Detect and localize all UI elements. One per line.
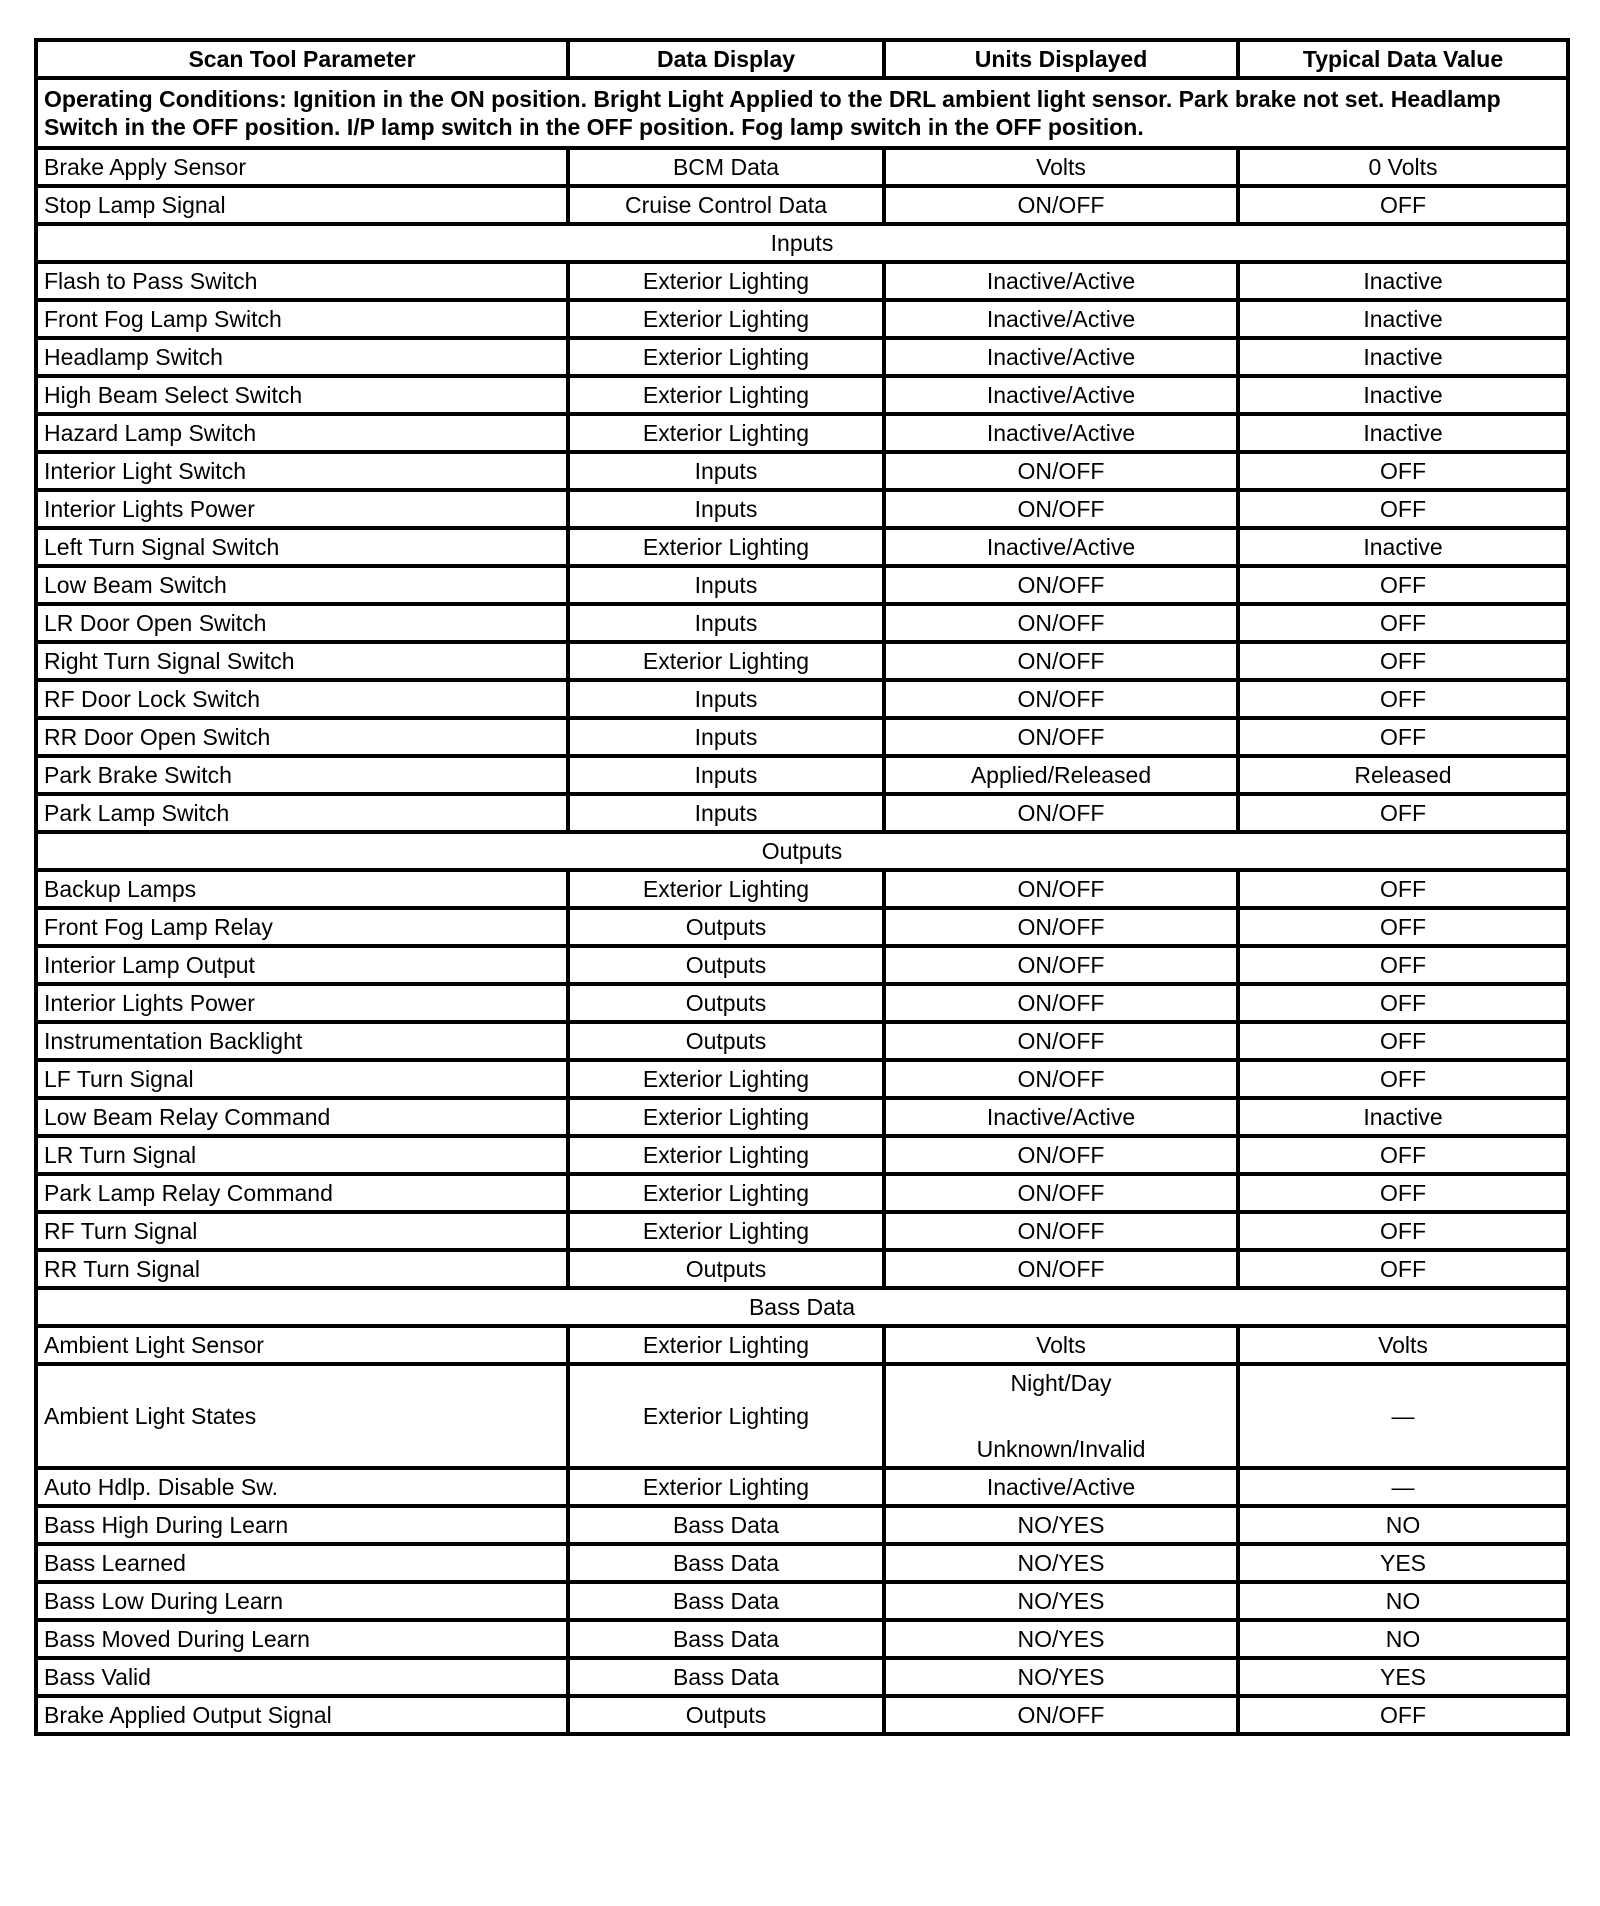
cell-data-display: Inputs	[568, 566, 884, 604]
cell-data-display: Inputs	[568, 604, 884, 642]
cell-parameter: RF Turn Signal	[36, 1212, 568, 1250]
header-row	[36, 40, 1568, 78]
cell-typical-value: —	[1238, 1468, 1568, 1506]
section-title: Outputs	[36, 832, 1568, 870]
cell-data-display: Outputs	[568, 908, 884, 946]
cell-parameter: Front Fog Lamp Relay	[36, 908, 568, 946]
cell-parameter: Ambient Light States	[36, 1364, 568, 1468]
table-row	[36, 262, 1568, 300]
table-row	[36, 1582, 1568, 1620]
cell-parameter: Park Lamp Relay Command	[36, 1174, 568, 1212]
cell-units: ON/OFF	[884, 908, 1238, 946]
cell-line: Unknown/Invalid	[976, 1436, 1146, 1462]
cell-units: ON/OFF	[884, 1174, 1238, 1212]
table-row	[36, 794, 1568, 832]
table-row	[36, 1544, 1568, 1582]
cell-typical-value: OFF	[1238, 642, 1568, 680]
cell-typical-value: OFF	[1238, 452, 1568, 490]
table-row	[36, 1098, 1568, 1136]
cell-parameter: Backup Lamps	[36, 870, 568, 908]
cell-typical-value: OFF	[1238, 984, 1568, 1022]
cell-data-display: Cruise Control Data	[568, 186, 884, 224]
cell-parameter: Brake Applied Output Signal	[36, 1696, 568, 1734]
cell-typical-value: Released	[1238, 756, 1568, 794]
cell-units: ON/OFF	[884, 946, 1238, 984]
cell-data-display: Exterior Lighting	[568, 1326, 884, 1364]
cell-typical-value: NO	[1238, 1620, 1568, 1658]
cell-parameter: Interior Lights Power	[36, 490, 568, 528]
table-row	[36, 1212, 1568, 1250]
cell-typical-value: Inactive	[1238, 262, 1568, 300]
table-row	[36, 1468, 1568, 1506]
cell-data-display: Bass Data	[568, 1658, 884, 1696]
cell-parameter: LF Turn Signal	[36, 1060, 568, 1098]
cell-parameter: Auto Hdlp. Disable Sw.	[36, 1468, 568, 1506]
cell-data-display: Exterior Lighting	[568, 262, 884, 300]
cell-units: ON/OFF	[884, 1250, 1238, 1288]
cell-data-display: Exterior Lighting	[568, 1060, 884, 1098]
cell-parameter: Bass Learned	[36, 1544, 568, 1582]
table-row	[36, 186, 1568, 224]
cell-units: Volts	[884, 148, 1238, 186]
cell-parameter: Stop Lamp Signal	[36, 186, 568, 224]
table-row	[36, 604, 1568, 642]
cell-parameter: RR Turn Signal	[36, 1250, 568, 1288]
table-row	[36, 528, 1568, 566]
cell-data-display: Exterior Lighting	[568, 1098, 884, 1136]
cell-data-display: Exterior Lighting	[568, 338, 884, 376]
table-row	[36, 566, 1568, 604]
cell-data-display: Bass Data	[568, 1582, 884, 1620]
section-title: Inputs	[36, 224, 1568, 262]
cell-typical-value: NO	[1238, 1506, 1568, 1544]
table-row	[36, 1326, 1568, 1364]
cell-typical-value: NO	[1238, 1582, 1568, 1620]
cell-parameter: Instrumentation Backlight	[36, 1022, 568, 1060]
cell-parameter: RF Door Lock Switch	[36, 680, 568, 718]
cell-units: Inactive/Active	[884, 1468, 1238, 1506]
cell-parameter: Interior Lights Power	[36, 984, 568, 1022]
section-title: Bass Data	[36, 1288, 1568, 1326]
cell-typical-value: Volts	[1238, 1326, 1568, 1364]
section-row	[36, 224, 1568, 262]
cell-parameter: Bass Moved During Learn	[36, 1620, 568, 1658]
cell-line: Night/Day	[1010, 1370, 1112, 1396]
cell-typical-value: OFF	[1238, 946, 1568, 984]
cell-units: ON/OFF	[884, 490, 1238, 528]
cell-units: ON/OFF	[884, 680, 1238, 718]
cell-units: ON/OFF	[884, 604, 1238, 642]
cell-data-display: Exterior Lighting	[568, 414, 884, 452]
cell-data-display: Inputs	[568, 794, 884, 832]
cell-data-display: Exterior Lighting	[568, 528, 884, 566]
cell-data-display: Inputs	[568, 452, 884, 490]
cell-units: ON/OFF	[884, 642, 1238, 680]
table-row	[36, 490, 1568, 528]
scan-tool-data-table	[34, 38, 1570, 1736]
cell-units: ON/OFF	[884, 1022, 1238, 1060]
cell-typical-value: OFF	[1238, 1250, 1568, 1288]
cell-units: ON/OFF	[884, 1212, 1238, 1250]
table-row	[36, 1364, 1568, 1468]
cell-units: NO/YES	[884, 1506, 1238, 1544]
cell-typical-value: YES	[1238, 1658, 1568, 1696]
cell-data-display: Exterior Lighting	[568, 1364, 884, 1468]
cell-units: NO/YES	[884, 1582, 1238, 1620]
cell-units: ON/OFF	[884, 1060, 1238, 1098]
table-row	[36, 1250, 1568, 1288]
cell-parameter: Low Beam Switch	[36, 566, 568, 604]
cell-typical-value: OFF	[1238, 870, 1568, 908]
cell-units: Inactive/Active	[884, 338, 1238, 376]
cell-typical-value: OFF	[1238, 490, 1568, 528]
table-row	[36, 1174, 1568, 1212]
cell-data-display: Outputs	[568, 1022, 884, 1060]
table-row	[36, 376, 1568, 414]
table-row	[36, 1506, 1568, 1544]
cell-typical-value: OFF	[1238, 680, 1568, 718]
cell-typical-value: Inactive	[1238, 1098, 1568, 1136]
cell-data-display: Exterior Lighting	[568, 300, 884, 338]
cell-stack	[892, 1370, 1230, 1462]
section-row	[36, 1288, 1568, 1326]
cell-parameter: LR Turn Signal	[36, 1136, 568, 1174]
cell-parameter: Park Lamp Switch	[36, 794, 568, 832]
cell-parameter: RR Door Open Switch	[36, 718, 568, 756]
cell-units: ON/OFF	[884, 566, 1238, 604]
cell-units: ON/OFF	[884, 186, 1238, 224]
table-row	[36, 680, 1568, 718]
cell-units: ON/OFF	[884, 794, 1238, 832]
cell-data-display: Inputs	[568, 756, 884, 794]
cell-parameter: Left Turn Signal Switch	[36, 528, 568, 566]
cell-parameter: Flash to Pass Switch	[36, 262, 568, 300]
table-row	[36, 756, 1568, 794]
cell-typical-value: Inactive	[1238, 414, 1568, 452]
cell-typical-value: YES	[1238, 1544, 1568, 1582]
table-row	[36, 984, 1568, 1022]
table-row	[36, 908, 1568, 946]
cell-parameter: Headlamp Switch	[36, 338, 568, 376]
cell-typical-value: OFF	[1238, 1696, 1568, 1734]
cell-data-display: Outputs	[568, 1696, 884, 1734]
cell-data-display: Bass Data	[568, 1620, 884, 1658]
cell-units: NO/YES	[884, 1620, 1238, 1658]
cell-data-display: Exterior Lighting	[568, 1468, 884, 1506]
cell-typical-value: OFF	[1238, 186, 1568, 224]
cell-units: NO/YES	[884, 1658, 1238, 1696]
section-row	[36, 832, 1568, 870]
cell-typical-value: OFF	[1238, 1136, 1568, 1174]
cell-typical-value: OFF	[1238, 1060, 1568, 1098]
cell-units: Inactive/Active	[884, 528, 1238, 566]
cell-units: NO/YES	[884, 1544, 1238, 1582]
cell-typical-value: OFF	[1238, 794, 1568, 832]
table-row	[36, 718, 1568, 756]
cell-data-display: Outputs	[568, 984, 884, 1022]
cell-typical-value: —	[1238, 1364, 1568, 1468]
table-row	[36, 300, 1568, 338]
cell-units: Inactive/Active	[884, 414, 1238, 452]
table-row	[36, 1136, 1568, 1174]
cell-units: Inactive/Active	[884, 262, 1238, 300]
cell-units: ON/OFF	[884, 452, 1238, 490]
cell-typical-value: OFF	[1238, 1212, 1568, 1250]
cell-units: Applied/Released	[884, 756, 1238, 794]
cell-data-display: Inputs	[568, 718, 884, 756]
cell-units: Inactive/Active	[884, 1098, 1238, 1136]
table-row	[36, 1060, 1568, 1098]
cell-typical-value: OFF	[1238, 566, 1568, 604]
cell-units: ON/OFF	[884, 870, 1238, 908]
table-row	[36, 870, 1568, 908]
cell-data-display: Bass Data	[568, 1544, 884, 1582]
table-row	[36, 452, 1568, 490]
cell-units: Inactive/Active	[884, 300, 1238, 338]
table-row	[36, 148, 1568, 186]
cell-units: ON/OFF	[884, 1136, 1238, 1174]
header-data-display: Data Display	[568, 40, 884, 78]
table-row	[36, 642, 1568, 680]
cell-parameter: Bass Valid	[36, 1658, 568, 1696]
table-row	[36, 1620, 1568, 1658]
cell-parameter: Bass High During Learn	[36, 1506, 568, 1544]
cell-typical-value: OFF	[1238, 1022, 1568, 1060]
table-row	[36, 1022, 1568, 1060]
cell-data-display: Outputs	[568, 1250, 884, 1288]
header-scan-tool-parameter: Scan Tool Parameter	[36, 40, 568, 78]
table-row	[36, 1696, 1568, 1734]
cell-data-display: BCM Data	[568, 148, 884, 186]
cell-typical-value: 0 Volts	[1238, 148, 1568, 186]
cell-data-display: Inputs	[568, 680, 884, 718]
cell-parameter: Low Beam Relay Command	[36, 1098, 568, 1136]
cell-units: ON/OFF	[884, 718, 1238, 756]
header-units-displayed: Units Displayed	[884, 40, 1238, 78]
cell-typical-value: Inactive	[1238, 338, 1568, 376]
cell-units: ON/OFF	[884, 984, 1238, 1022]
cell-typical-value: Inactive	[1238, 300, 1568, 338]
cell-data-display: Bass Data	[568, 1506, 884, 1544]
cell-typical-value: Inactive	[1238, 376, 1568, 414]
cell-data-display: Exterior Lighting	[568, 376, 884, 414]
cell-data-display: Exterior Lighting	[568, 642, 884, 680]
cell-typical-value: OFF	[1238, 1174, 1568, 1212]
cell-parameter: Brake Apply Sensor	[36, 148, 568, 186]
cell-units	[884, 1364, 1238, 1468]
cell-parameter: Interior Lamp Output	[36, 946, 568, 984]
table-row	[36, 1658, 1568, 1696]
cell-data-display: Outputs	[568, 946, 884, 984]
cell-parameter: High Beam Select Switch	[36, 376, 568, 414]
cell-typical-value: OFF	[1238, 718, 1568, 756]
cell-parameter: Interior Light Switch	[36, 452, 568, 490]
cell-data-display: Inputs	[568, 490, 884, 528]
cell-parameter: LR Door Open Switch	[36, 604, 568, 642]
cell-typical-value: OFF	[1238, 604, 1568, 642]
header-typical-data-value: Typical Data Value	[1238, 40, 1568, 78]
cell-parameter: Bass Low During Learn	[36, 1582, 568, 1620]
cell-parameter: Right Turn Signal Switch	[36, 642, 568, 680]
cell-parameter: Front Fog Lamp Switch	[36, 300, 568, 338]
operating-conditions: Operating Conditions: Ignition in the ON position. Bright Light Applied to the DRL ambient light sensor. Park brake not set. Headlamp Switch in the OFF position. I/P lamp switch in the OFF position. Fog lamp switch in the OFF position.	[36, 78, 1568, 148]
cell-units: ON/OFF	[884, 1696, 1238, 1734]
table-row	[36, 338, 1568, 376]
cell-units: Volts	[884, 1326, 1238, 1364]
operating-conditions-row	[36, 78, 1568, 148]
table-row	[36, 946, 1568, 984]
cell-parameter: Park Brake Switch	[36, 756, 568, 794]
cell-data-display: Exterior Lighting	[568, 1212, 884, 1250]
cell-units: Inactive/Active	[884, 376, 1238, 414]
cell-parameter: Hazard Lamp Switch	[36, 414, 568, 452]
cell-typical-value: Inactive	[1238, 528, 1568, 566]
cell-data-display: Exterior Lighting	[568, 1174, 884, 1212]
cell-typical-value: OFF	[1238, 908, 1568, 946]
cell-data-display: Exterior Lighting	[568, 1136, 884, 1174]
cell-data-display: Exterior Lighting	[568, 870, 884, 908]
cell-parameter: Ambient Light Sensor	[36, 1326, 568, 1364]
table-row	[36, 414, 1568, 452]
